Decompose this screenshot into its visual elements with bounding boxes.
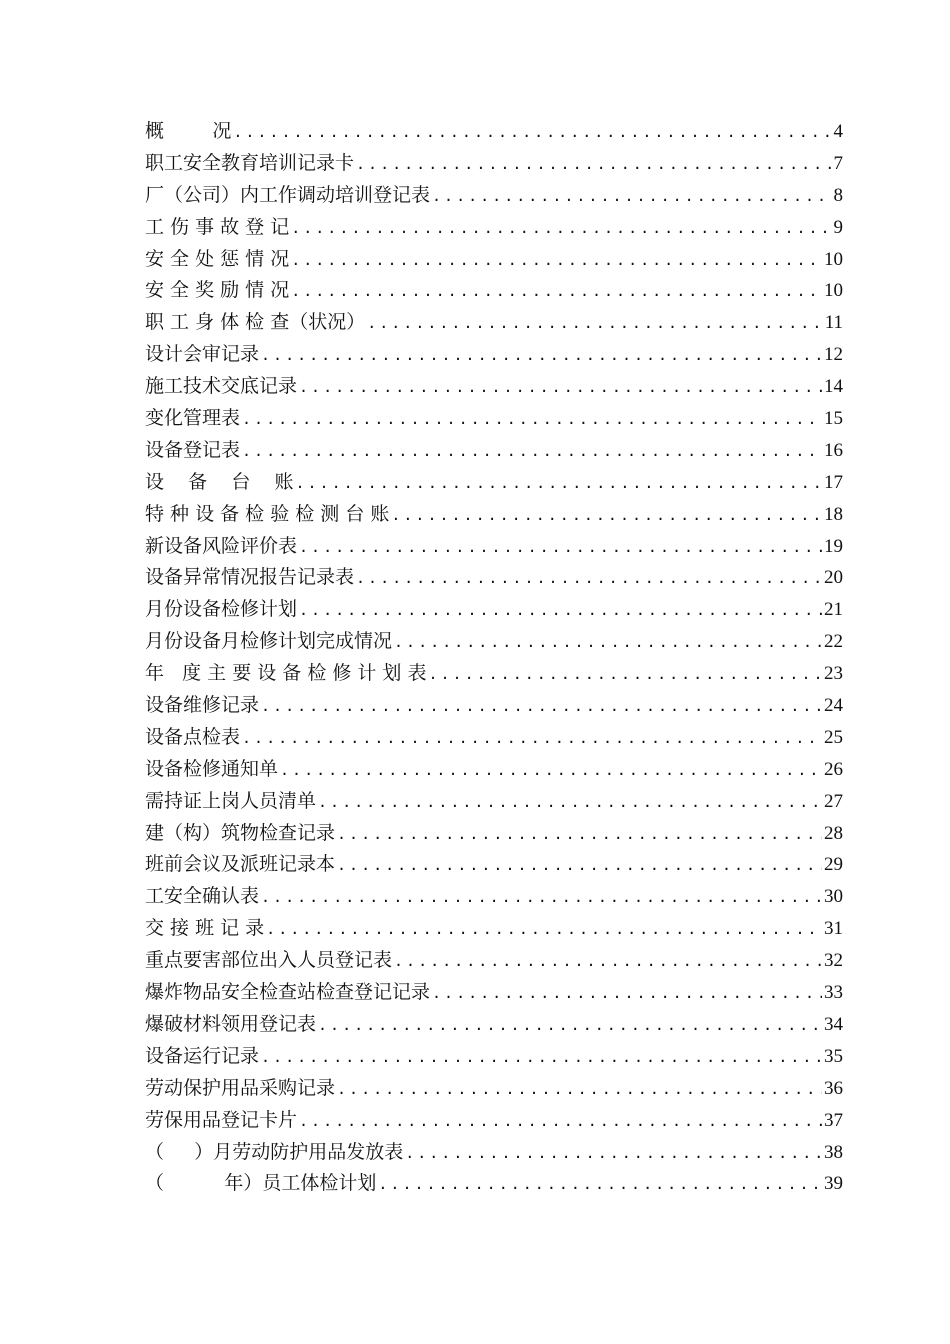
toc-label: 年 度 主 要 设 备 检 修 计 划 表: [145, 662, 427, 685]
toc-page-number: 30: [824, 886, 843, 908]
toc-page-number: 26: [824, 758, 843, 780]
toc-label: 职工安全教育培训记录卡: [145, 151, 355, 174]
toc-leader-dots: [318, 787, 822, 819]
toc-entry[interactable]: [145, 754, 843, 786]
toc-label: 重点要害部位出入人员登记表: [145, 949, 393, 972]
toc-leader-dots: [261, 340, 822, 372]
toc-label: 特 种 设 备 检 验 检 测 台 账: [145, 502, 390, 525]
toc-label: 设 备 台 账: [145, 470, 294, 493]
toc-page-number: 19: [824, 535, 843, 557]
toc-leader-dots: [428, 659, 822, 691]
toc-entry[interactable]: [145, 562, 843, 594]
toc-entry[interactable]: [145, 1105, 843, 1137]
toc-label: （ 年）员工体检计划: [145, 1172, 377, 1195]
toc-leader-dots: [432, 181, 831, 213]
toc-page-number: 18: [824, 503, 843, 525]
toc-leader-dots: [394, 627, 822, 659]
toc-page-number: 33: [824, 982, 843, 1004]
toc-label: 设备登记表: [145, 438, 241, 461]
toc-leader-dots: [299, 595, 822, 627]
toc-entry[interactable]: [145, 212, 843, 244]
toc-label: 劳动保护用品采购记录: [145, 1076, 336, 1099]
toc-entry[interactable]: [145, 690, 843, 722]
toc-entry[interactable]: [145, 307, 843, 339]
toc-page-number: 25: [824, 726, 843, 748]
toc-label: 爆炸物品安全检查站检查登记记录: [145, 981, 431, 1004]
toc-leader-dots: [242, 723, 822, 755]
toc-leader-dots: [299, 532, 822, 564]
toc-entry[interactable]: [145, 244, 843, 276]
toc-label: 交 接 班 记 录: [145, 917, 265, 940]
toc-entry[interactable]: [145, 881, 843, 913]
toc-entry[interactable]: [145, 1168, 843, 1200]
toc-leader-dots: [233, 117, 831, 149]
toc-page-number: 9: [833, 216, 843, 238]
toc-page-number: 10: [824, 280, 843, 302]
toc-leader-dots: [266, 914, 822, 946]
toc-leader-dots: [356, 563, 822, 595]
toc-label: 工安全确认表: [145, 885, 260, 908]
toc-leader-dots: [291, 245, 822, 277]
toc-page-number: 35: [824, 1045, 843, 1067]
toc-leader-dots: [261, 691, 822, 723]
toc-entry[interactable]: [145, 180, 843, 212]
toc-page-number: 31: [824, 918, 843, 940]
toc-entry[interactable]: [145, 849, 843, 881]
toc-leader-dots: [432, 978, 822, 1010]
toc-leader-dots: [405, 1138, 822, 1170]
toc-entry[interactable]: [145, 435, 843, 467]
toc-label: 设备维修记录: [145, 694, 260, 717]
toc-entry[interactable]: [145, 594, 843, 626]
toc-page-number: 34: [824, 1013, 843, 1035]
toc-page-number: 38: [824, 1141, 843, 1163]
toc-page-number: 32: [824, 950, 843, 972]
toc-leader-dots: [291, 213, 831, 245]
toc-label: 设备运行记录: [145, 1044, 260, 1067]
table-of-contents: [145, 116, 843, 1200]
toc-entry[interactable]: [145, 339, 843, 371]
toc-page-number: 39: [824, 1173, 843, 1195]
toc-label: 变化管理表: [145, 407, 241, 430]
toc-entry[interactable]: [145, 116, 843, 148]
toc-leader-dots: [295, 468, 822, 500]
toc-leader-dots: [356, 149, 831, 181]
toc-entry[interactable]: [145, 977, 843, 1009]
toc-leader-dots: [280, 755, 822, 787]
toc-label: 工 伤 事 故 登 记: [145, 215, 290, 238]
toc-label: 安 全 奖 励 情 况: [145, 279, 290, 302]
toc-page-number: 8: [833, 184, 843, 206]
toc-entry[interactable]: [145, 1041, 843, 1073]
toc-label: 新设备风险评价表: [145, 534, 298, 557]
toc-entry[interactable]: [145, 1073, 843, 1105]
toc-leader-dots: [242, 436, 822, 468]
toc-leader-dots: [378, 1169, 822, 1201]
toc-label: 厂（公司）内工作调动培训登记表: [145, 183, 431, 206]
toc-leader-dots: [261, 1042, 822, 1074]
toc-entry[interactable]: [145, 1009, 843, 1041]
toc-page-number: 23: [824, 663, 843, 685]
toc-leader-dots: [391, 500, 822, 532]
toc-entry[interactable]: [145, 626, 843, 658]
toc-page-number: 11: [824, 312, 843, 334]
toc-page-number: 4: [833, 121, 843, 142]
toc-label: 概 况: [145, 120, 232, 142]
toc-leader-dots: [242, 404, 822, 436]
toc-page-number: 37: [824, 1109, 843, 1131]
toc-entry[interactable]: [145, 148, 843, 180]
toc-entry[interactable]: [145, 371, 843, 403]
toc-page-number: 21: [824, 599, 843, 621]
toc-page-number: 17: [824, 471, 843, 493]
toc-entry[interactable]: [145, 275, 843, 307]
toc-label: 设备异常情况报告记录表: [145, 566, 355, 589]
toc-label: 月份设备月检修计划完成情况: [145, 630, 393, 653]
toc-entry[interactable]: [145, 786, 843, 818]
toc-label: （ ）月劳动防护用品发放表: [145, 1140, 404, 1163]
toc-page-number: 16: [824, 439, 843, 461]
toc-entry[interactable]: [145, 531, 843, 563]
toc-leader-dots: [337, 850, 822, 882]
toc-label: 爆破材料领用登记表: [145, 1012, 317, 1035]
toc-label: 需持证上岗人员清单: [145, 789, 317, 812]
toc-label: 设备检修通知单: [145, 757, 279, 780]
toc-page-number: 27: [824, 790, 843, 812]
toc-page-number: 15: [824, 408, 843, 430]
toc-leader-dots: [337, 1074, 822, 1106]
toc-leader-dots: [299, 372, 822, 404]
toc-leader-dots: [261, 882, 822, 914]
toc-label: 职 工 身 体 检 查（状况）: [145, 311, 366, 334]
toc-leader-dots: [394, 946, 822, 978]
toc-label: 月份设备检修计划: [145, 598, 298, 621]
toc-label: 安 全 处 惩 情 况: [145, 247, 290, 270]
toc-entry[interactable]: [145, 403, 843, 435]
toc-entry[interactable]: [145, 913, 843, 945]
toc-leader-dots: [367, 308, 823, 340]
toc-entry[interactable]: [145, 818, 843, 850]
toc-entry[interactable]: [145, 499, 843, 531]
toc-page-number: 22: [824, 631, 843, 653]
toc-label: 施工技术交底记录: [145, 375, 298, 398]
toc-entry[interactable]: [145, 1137, 843, 1169]
toc-page-number: 7: [833, 152, 843, 174]
toc-label: 设计会审记录: [145, 343, 260, 366]
toc-label: 设备点检表: [145, 725, 241, 748]
toc-entry[interactable]: [145, 467, 843, 499]
toc-label: 班前会议及派班记录本: [145, 853, 336, 876]
toc-entry[interactable]: [145, 945, 843, 977]
toc-page-number: 10: [824, 248, 843, 270]
toc-entry[interactable]: [145, 658, 843, 690]
toc-page-number: 20: [824, 567, 843, 589]
toc-entry[interactable]: [145, 722, 843, 754]
toc-page-number: 36: [824, 1077, 843, 1099]
toc-page-number: 29: [824, 854, 843, 876]
toc-label: 劳保用品登记卡片: [145, 1108, 298, 1131]
toc-leader-dots: [318, 1010, 822, 1042]
toc-page-number: 28: [824, 822, 843, 844]
toc-label: 建（构）筑物检查记录: [145, 821, 336, 844]
toc-page-number: 24: [824, 695, 843, 717]
toc-page-number: 12: [824, 344, 843, 366]
toc-leader-dots: [291, 276, 822, 308]
toc-leader-dots: [337, 819, 822, 851]
toc-leader-dots: [299, 1106, 822, 1138]
toc-page-number: 14: [824, 376, 843, 398]
